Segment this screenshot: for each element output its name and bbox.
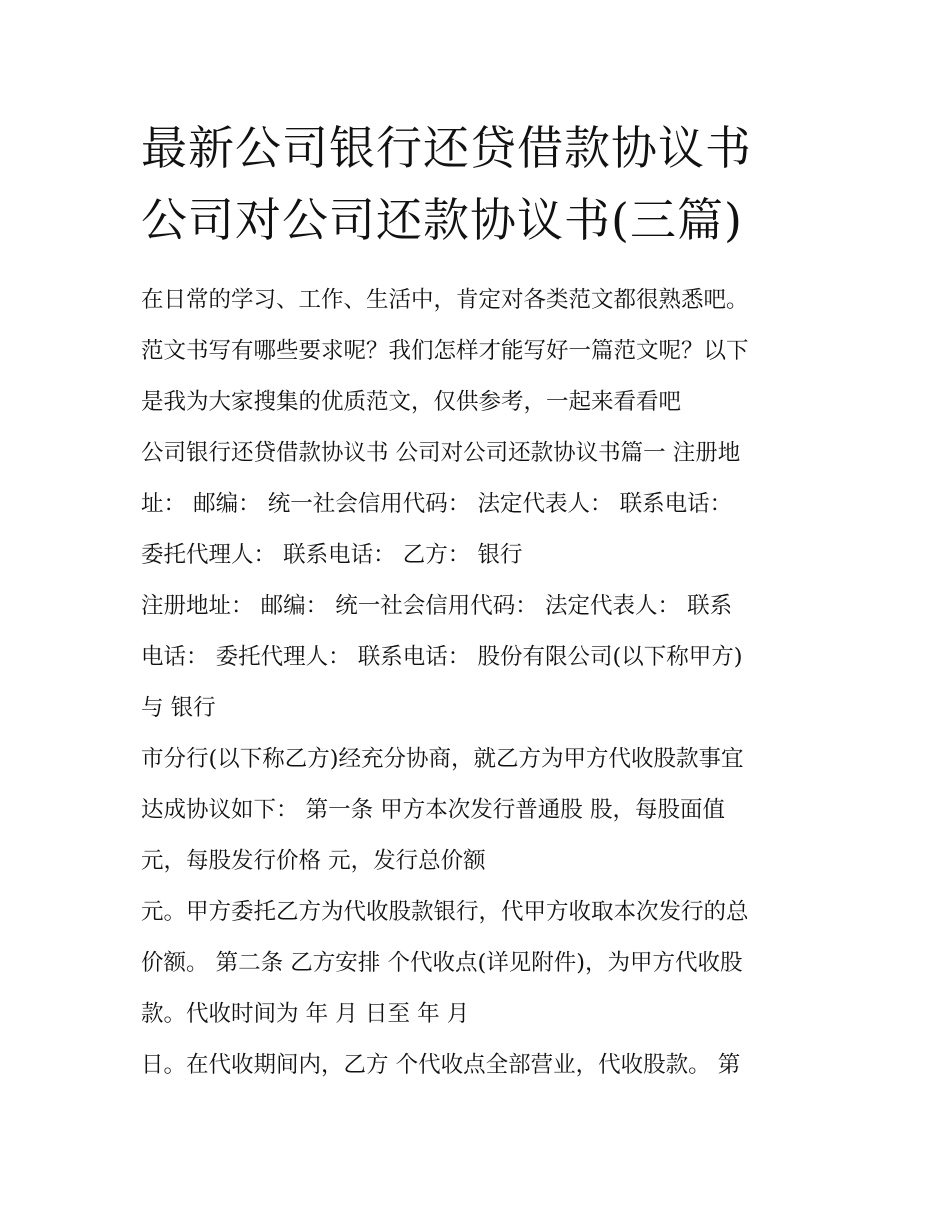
body-line: 日。在代收期间内，乙方 个代收点全部营业，代收股款。 第 — [141, 1052, 741, 1078]
body-line: 是我为大家搜集的优质范文，仅供参考，一起来看看吧 — [141, 389, 682, 415]
body-line: 注册地址： 邮编： 统一社会信用代码： 法定代表人： 联系 — [141, 593, 733, 619]
body-line: 价额。 第二条 乙方安排 个代收点(详见附件)，为甲方代收股 — [141, 950, 743, 976]
body-line: 元。甲方委托乙方为代收股款银行，代甲方收取本次发行的总 — [141, 899, 749, 925]
body-line: 委托代理人： 联系电话： 乙方： 银行 — [141, 542, 523, 568]
body-line: 电话： 委托代理人： 联系电话： 股份有限公司(以下称甲方) — [141, 644, 743, 670]
body-line: 在日常的学习、工作、生活中，肯定对各类范文都很熟悉吧。 — [141, 287, 749, 313]
body-line: 款。代收时间为 年 月 日至 年 月 — [141, 1001, 470, 1027]
body-line: 与 银行 — [141, 695, 216, 721]
title-line: 公司对公司还款协议书(三篇) — [141, 193, 743, 247]
body-line: 达成协议如下： 第一条 甲方本次发行普通股 股，每股面值 — [141, 797, 725, 823]
body-line: 元，每股发行价格 元，发行总价额 — [141, 848, 486, 874]
title-line: 最新公司银行还贷借款协议书 — [141, 121, 752, 175]
document-title — [141, 112, 821, 256]
body-line: 址： 邮编： 统一社会信用代码： 法定代表人： 联系电话： — [141, 491, 733, 517]
body-line: 市分行(以下称乙方)经充分协商，就乙方为甲方代收股款事宜 — [141, 746, 744, 772]
document-body — [141, 275, 821, 1091]
body-line: 公司银行还贷借款协议书 公司对公司还款协议书篇一 注册地 — [141, 440, 741, 466]
body-line: 范文书写有哪些要求呢？我们怎样才能写好一篇范文呢？以下 — [141, 338, 749, 364]
